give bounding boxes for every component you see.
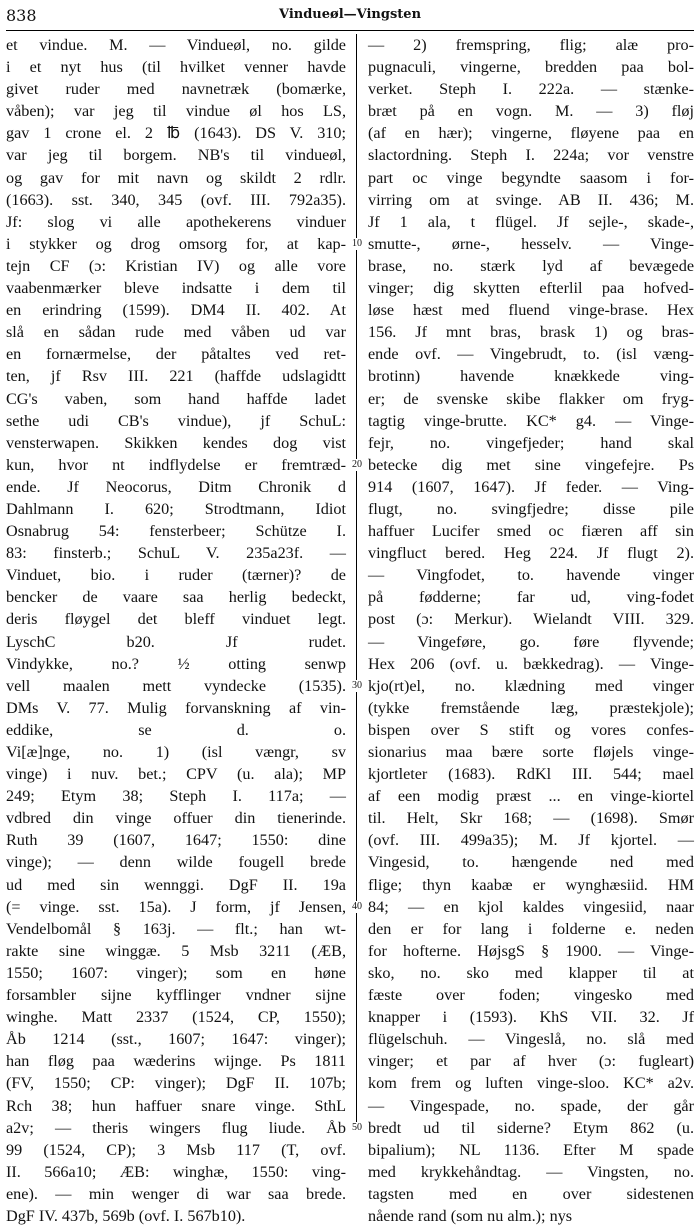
text-line: bencker de vaare saa herlig bedeckt, — [6, 588, 346, 607]
text-line: den er for lang i folderne e. neden — [368, 919, 694, 938]
text-line: vinger; dig skytten efterlil paa hofved- — [368, 279, 694, 298]
text-line: brase, no. stærk lyd af bevægede — [368, 256, 694, 275]
text-line: vdbred din vinge offuer din tienerinde. — [6, 809, 346, 828]
text-line: Rch 38; hun haffuer snare vinge. SthL — [6, 1096, 346, 1115]
text-line: Åb 1214 (sst., 1607; 1647: vinger); — [6, 1030, 346, 1049]
text-line: a2v; — theris wingers flug liude. Åb — [6, 1118, 346, 1137]
text-line: kom frem og luften vinge-sloo. KC* a2v. — [368, 1074, 694, 1093]
text-line: vingfluct bered. Heg 224. Jf flugt 2). — [368, 544, 694, 563]
text-line: vell maalen mett vyndecke (1535). — [6, 676, 346, 695]
text-line: Vi[æ]nge, no. 1) (isl vængr, sv — [6, 743, 346, 761]
text-line: Vingesid, to. hængende ned med — [368, 853, 694, 872]
text-line: post (ɔ: Merkur). Wielandt VIII. 329. — [368, 610, 694, 629]
text-line: givet ruder med navnetræk (bomærke, — [6, 80, 346, 99]
text-line: på fødderne; far ud, ving-fodet — [368, 588, 694, 607]
text-line: kjortleter (1683). RdKl III. 544; mael — [368, 765, 694, 784]
text-line: — Vingespade, no. spade, der går — [368, 1096, 694, 1115]
text-line: bredt ud til siderne? Etym 862 (u. — [368, 1118, 694, 1137]
left-column — [6, 34, 346, 1225]
text-line: 249; Etym 38; Steph I. 117a; — — [6, 787, 346, 806]
text-line: med krykkehåndtag. — Vingsten, no. — [368, 1162, 694, 1181]
text-line: deris fløygel det bleff vinduet legt. — [6, 610, 346, 629]
text-line: ende. Jf Neocorus, Ditm Chronik d — [6, 477, 346, 496]
text-line: Vindykke, no.? ½ otting senwp — [6, 654, 346, 673]
text-line: part oc vinge begyndte saasom i for- — [368, 168, 694, 187]
text-line: bispen over S stift og vores confes- — [368, 720, 694, 739]
text-line: — Vingfodet, to. havende vinger — [368, 566, 694, 585]
text-line: Ruth 39 (1607, 1647; 1550: dine — [6, 831, 346, 850]
text-line: bipalium); NL 1136. Efter M spade — [368, 1140, 694, 1159]
text-line: Vinduet, bio. i ruder (tærner)? de — [6, 566, 346, 585]
page-header — [6, 6, 694, 26]
text-line: af een modig præst ... en vinge-kiortel — [368, 787, 694, 806]
running-head: Vindueøl—Vingsten — [278, 7, 422, 22]
text-line: var jeg til borgem. NB's til vindueøl, — [6, 146, 346, 165]
text-line: 1550; 1607: vinger); som en høne — [6, 963, 346, 982]
text-line: slactordning. Steph I. 224a; vor venstre — [368, 146, 694, 165]
text-line: Dahlmann I. 620; Strodtmann, Idiot — [6, 499, 346, 518]
text-line: virring om at svinge. AB II. 436; M. — [368, 190, 694, 209]
text-line: våben); var jeg til vindue øl hos LS, — [6, 102, 346, 121]
text-line: tejn CF (ɔ: Kristian IV) og alle vore — [6, 256, 346, 275]
text-line: 99 (1524, CP); 3 Msb 117 (T, ovf. — [6, 1140, 346, 1159]
text-line: (= vinge. sst. 15a). J form, jf Jensen, — [6, 897, 346, 916]
text-line: eddike, se d. o. — [6, 720, 346, 739]
text-line: sionarius maa bære sorte fløjels vinge- — [368, 743, 694, 761]
text-line: kjo(rt)el, no. klædning med vinger — [368, 676, 694, 695]
text-line: CG's vaben, som hand haffde ladet — [6, 389, 346, 408]
text-line: Jf: slog vi alle apothekerens vinduer — [6, 212, 346, 231]
text-line: 914 (1607, 1647). Jf feder. — Ving- — [368, 477, 694, 496]
text-line: sethe udi CB's vindue), jf SchuL: — [6, 411, 346, 430]
text-line: ene). — min wenger di war saa brede. — [6, 1184, 346, 1203]
text-line: forsambler sijne kyfflinger vndner sijne — [6, 986, 346, 1005]
text-line: for hofterne. HøjsgS § 1900. — Vinge- — [368, 941, 694, 960]
text-line: verket. Steph I. 222a. — stænke- — [368, 80, 694, 99]
line-number: 40 — [346, 901, 368, 913]
text-line: nående rand (som nu alm.); nys — [368, 1206, 573, 1225]
text-line: (ovf. III. 499a35); M. Jf kjortel. — — [368, 831, 694, 850]
text-line: tagtig vinge-brutte. KC* g4. — Vinge- — [368, 411, 694, 430]
text-line: pugnaculi, vingerne, bredden paa bol- — [368, 58, 694, 77]
text-line: vinge) i nuv. bet.; CPV (u. ala); MP — [6, 765, 346, 784]
right-column — [368, 34, 694, 1225]
line-number: 50 — [346, 1122, 368, 1134]
text-line: 156. Jf mnt bras, brask 1) og bras- — [368, 323, 694, 342]
text-line: Osnabrug 54: fensterbeer; Schütze I. — [6, 522, 346, 541]
text-line: II. 566a10; ÆB: winghæ, 1550: ving- — [6, 1162, 346, 1181]
text-line: og gav for mit navn og skildt 2 rdlr. — [6, 168, 346, 187]
text-line: flügelschuh. — Vingeslå, no. slå med — [368, 1030, 694, 1049]
text-line: (tykke fremstående læg, præstekjole); — [368, 698, 694, 717]
text-line: er; de svenske skibe flakker om fryg- — [368, 389, 694, 408]
text-line: betecke dig met sine vingefejre. Ps — [368, 455, 694, 474]
text-line: et vindue. M. — Vindueøl, no. gilde — [6, 36, 346, 54]
text-line: vaabenmærker bleve indsatte i dem til — [6, 279, 346, 298]
text-line: DgF IV. 437b, 569b (ovf. I. 567b10). — [6, 1206, 246, 1225]
header-rule — [6, 30, 694, 31]
line-number: 10 — [346, 238, 368, 250]
text-line: haffuer Lucifer smed oc fiæren aff sin — [368, 522, 694, 541]
text-line: i stykker og drog omsorg for, at kap- — [6, 234, 346, 253]
text-line: ud med sin wennggi. DgF II. 19a — [6, 875, 346, 894]
text-line: fæste over foden; vingesko med — [368, 986, 694, 1005]
text-line: smutte-, ørne-, hesselv. — Vinge- — [368, 234, 694, 253]
text-line: kun, hvor nt indflydelse er fremtræd- — [6, 455, 346, 474]
text-line: (1663). sst. 340, 345 (ovf. III. 792a35). — [6, 190, 346, 209]
text-line: en fornærmelse, der påtaltes ved ret- — [6, 345, 346, 364]
text-line: vensterwapen. Skikken kendes dog vist — [6, 433, 346, 452]
text-line: Vendelbomål § 163j. — flt.; han wt- — [6, 919, 346, 938]
text-line: DMs V. 77. Mulig forvanskning af vin- — [6, 698, 346, 717]
text-line: han fløg paa wæderins wijnge. Ps 1811 — [6, 1052, 346, 1071]
text-line: i et nyt hus (til hvilket venner havde — [6, 58, 346, 77]
text-line: sko, no. sko med klapper til at — [368, 963, 694, 982]
text-line: ende ovf. — Vingebrudt, to. (isl væng- — [368, 345, 694, 364]
text-line: bræt på en vogn. M. — 3) fløj — [368, 102, 694, 121]
text-line: fejr, no. vingefjeder; hand skal — [368, 433, 694, 452]
text-line: winghe. Matt 2337 (1524, CP, 1550); — [6, 1008, 346, 1027]
text-line: — Vingeføre, go. føre flyvende; — [368, 632, 694, 651]
text-line: 84; — en kjol kaldes vingesiid, naar — [368, 897, 694, 916]
text-line: knapper i (1593). KhS VII. 32. Jf — [368, 1008, 694, 1027]
line-number: 30 — [346, 680, 368, 692]
text-line: en erindring (1599). DM4 II. 402. At — [6, 301, 346, 320]
text-line: (af en hær); vingerne, fløyene paa en — [368, 124, 694, 143]
text-line: 83: finsterb.; SchuL V. 235a23f. — — [6, 544, 346, 563]
text-line: gav 1 crone el. 2 ℔ (1643). DS V. 310; — [6, 124, 346, 143]
line-number-gutter — [346, 34, 366, 1134]
text-line: løse hæst med fluend vinge-brase. Hex — [368, 301, 694, 320]
text-line: LyschC b20. Jf rudet. — [6, 632, 346, 651]
text-line: rakte sine winggæ. 5 Msb 3211 (ÆB, — [6, 941, 346, 960]
text-line: Hex 206 (ovf. u. bækkedrag). — Vinge- — [368, 654, 694, 673]
page-number: 838 — [6, 6, 37, 25]
text-line: vinger; et par af hver (ɔ: fugleart) — [368, 1052, 694, 1071]
line-number: 20 — [346, 459, 368, 471]
text-line: ten, jf Rsv III. 221 (haffde udslagidtt — [6, 367, 346, 386]
text-line: til. Helt, Skr 168; — (1698). Smør — [368, 809, 694, 828]
text-line: flige; thyn kaabæ er wynghæsiid. HM — [368, 875, 694, 894]
text-line: brotinn) havende knækkede ving- — [368, 367, 694, 386]
text-line: Jf 1 ala, t flügel. Jf sejle-, skade-, — [368, 212, 694, 231]
text-line: flugt, no. svingfjedre; disse pile — [368, 499, 694, 518]
text-line: tagsten med en over sidestenen — [368, 1184, 694, 1203]
text-line: (FV, 1550; CP: vinger); DgF II. 107b; — [6, 1074, 346, 1093]
text-line: — 2) fremspring, flig; alæ pro- — [368, 36, 694, 54]
text-line: slå en sådan rude med våben ud var — [6, 323, 346, 342]
text-line: vinge); — denn wilde fougell brede — [6, 853, 346, 872]
